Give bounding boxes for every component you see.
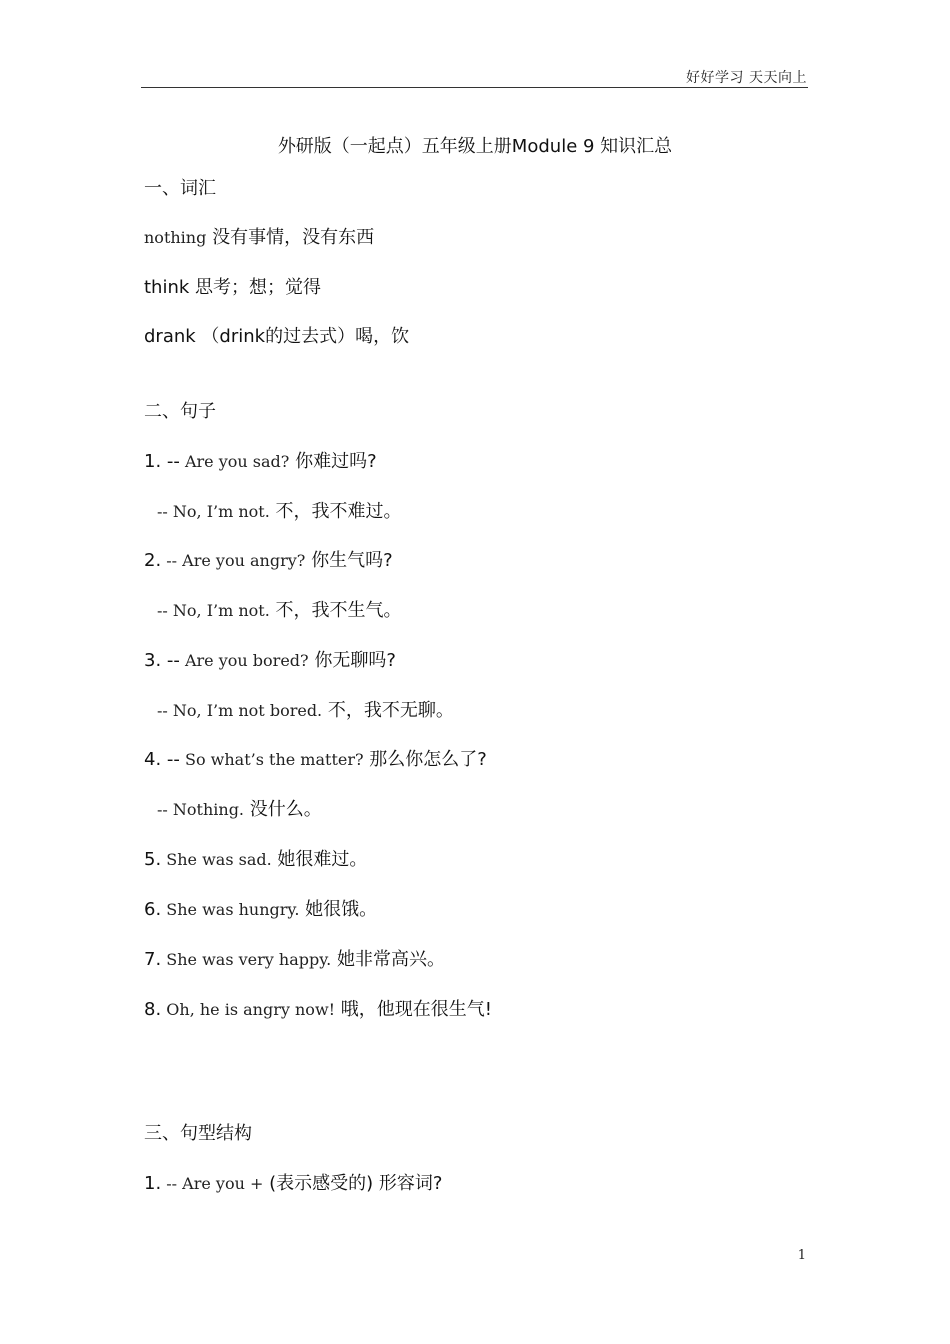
sentence-item <box>144 546 393 572</box>
sentence-english: She was sad. <box>161 850 272 869</box>
sentence-number: 8. <box>144 999 162 1020</box>
sentence-english: She was hungry. <box>161 900 300 919</box>
pattern-item <box>144 1169 442 1195</box>
sentence-number: -- <box>157 502 168 521</box>
sentence-number: -- <box>157 601 168 620</box>
sentence-english: Are you bored? <box>179 651 309 670</box>
header-motto: 好好学习 天天向上 <box>686 70 807 86</box>
sentence-number: 5. <box>144 849 162 870</box>
sentence-item <box>157 696 454 722</box>
sentence-chinese: 你难过吗? <box>289 451 377 472</box>
sentence-english: Nothing. <box>167 800 245 819</box>
sentence-number: -- <box>157 800 168 819</box>
sentence-item <box>157 795 322 821</box>
document-title: 外研版（一起点）五年级上册Module 9 知识汇总 <box>277 136 673 157</box>
sentence-chinese: 不，我不难过。 <box>269 501 402 522</box>
sentence-chinese: 她非常高兴。 <box>331 949 445 970</box>
page-number: 1 <box>797 1248 806 1263</box>
sentence-english: No, I’m not. <box>167 502 270 521</box>
vocab-meaning: 没有事情，没有东西 <box>206 227 375 248</box>
pattern-number: 1. <box>144 1173 162 1194</box>
sentence-item <box>157 497 402 523</box>
sentence-english: She was very happy. <box>161 950 332 969</box>
sentence-chinese: 你生气吗? <box>305 550 393 571</box>
sentence-item <box>144 895 377 921</box>
sentence-item <box>144 845 367 871</box>
vocab-meaning: （drink的过去式）喝，饮 <box>195 326 410 347</box>
header-rule <box>141 87 808 88</box>
sentence-chinese: 她很饿。 <box>299 899 378 920</box>
sentence-chinese: 哦，他现在很生气! <box>335 999 492 1020</box>
sentence-item <box>144 995 492 1021</box>
sentence-number: -- <box>157 701 168 720</box>
vocab-item <box>144 223 374 249</box>
sentence-chinese: 没什么。 <box>244 799 322 820</box>
pattern-chinese: (表示感受的) 形容词? <box>263 1173 443 1194</box>
sentence-english: Are you sad? <box>179 452 290 471</box>
vocab-word: nothing <box>144 228 207 247</box>
sentence-english: No, I’m not bored. <box>167 701 323 720</box>
sentence-chinese: 不，我不生气。 <box>269 600 402 621</box>
sentence-number: 3. -- <box>144 650 180 671</box>
sentence-english: -- Are you angry? <box>161 551 306 570</box>
sentence-number: 6. <box>144 899 162 920</box>
sentence-chinese: 那么你怎么了? <box>363 749 487 770</box>
sentence-number: 4. -- <box>144 749 180 770</box>
sentence-english: So what’s the matter? <box>179 750 364 769</box>
section-heading-vocab: 一、词汇 <box>144 178 216 199</box>
sentence-item <box>144 745 487 771</box>
sentence-item <box>144 646 396 672</box>
pattern-english: -- Are you + <box>161 1174 264 1193</box>
sentence-chinese: 不，我不无聊。 <box>322 700 454 721</box>
vocab-word: think <box>144 277 190 298</box>
section-heading-patterns: 三、句型结构 <box>144 1123 252 1144</box>
sentence-item <box>157 596 402 622</box>
sentence-chinese: 她很难过。 <box>271 849 368 870</box>
sentence-item <box>144 945 445 971</box>
sentence-number: 1. -- <box>144 451 180 472</box>
section-heading-sentences: 二、句子 <box>144 401 216 422</box>
sentence-english: No, I’m not. <box>167 601 270 620</box>
sentence-number: 7. <box>144 949 162 970</box>
vocab-item <box>144 322 409 348</box>
sentence-number: 2. <box>144 550 162 571</box>
vocab-item <box>144 273 321 299</box>
vocab-meaning: 思考；想；觉得 <box>189 277 322 298</box>
sentence-item <box>144 447 377 473</box>
sentence-chinese: 你无聊吗? <box>308 650 396 671</box>
vocab-word: drank <box>144 326 196 347</box>
sentence-english: Oh, he is angry now! <box>161 1000 336 1019</box>
